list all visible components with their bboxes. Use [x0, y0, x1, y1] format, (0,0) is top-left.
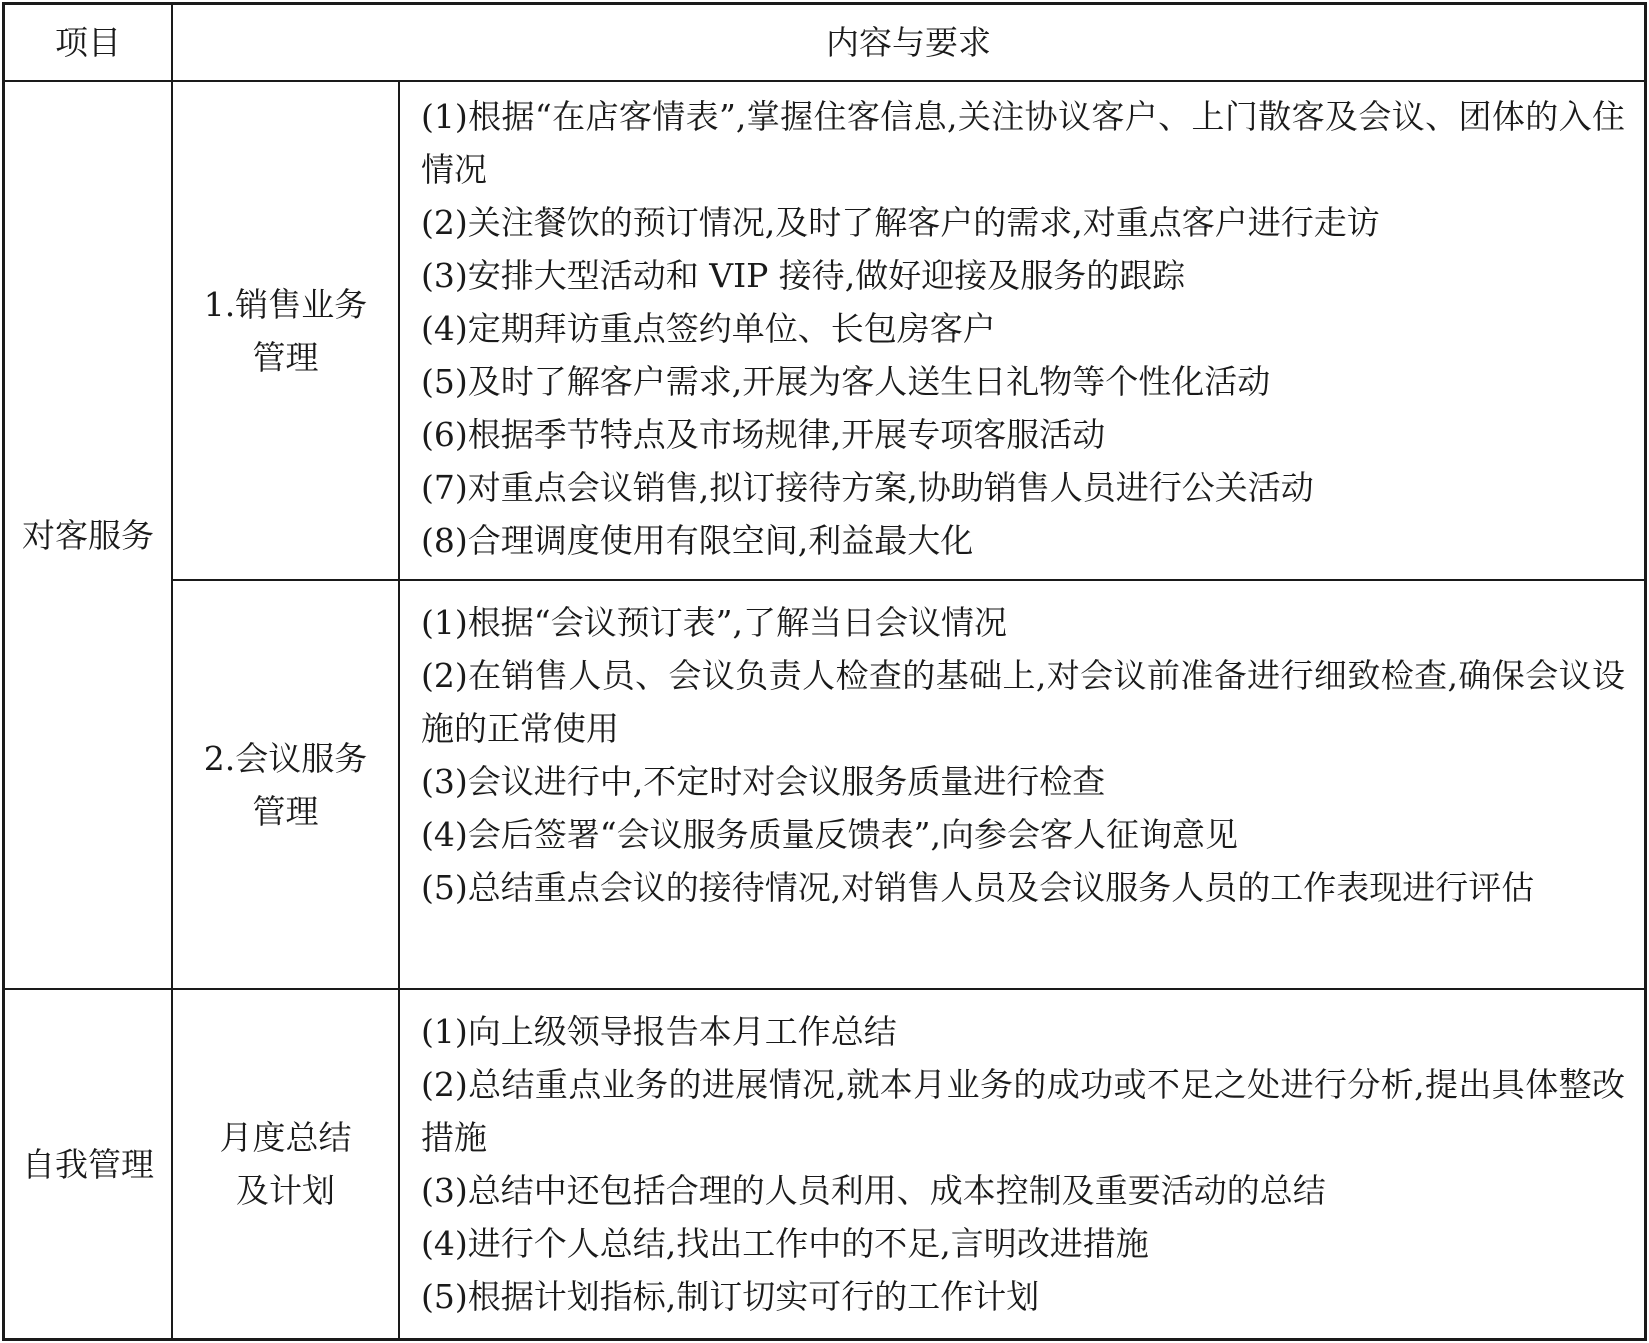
column-divider-2	[398, 80, 400, 1341]
requirement-item: (5)总结重点会议的接待情况,对销售人员及会议服务人员的工作表现进行评估	[421, 868, 1535, 907]
requirement-item: (7)对重点会议销售,拟订接待方案,协助销售人员进行公关活动	[421, 468, 1314, 507]
sub-item-cell	[173, 581, 398, 988]
category-label: 自我管理	[22, 1144, 154, 1184]
requirement-item: (2)关注餐饮的预订情况,及时了解客户的需求,对重点客户进行走访	[421, 203, 1380, 242]
category-cell	[5, 82, 171, 988]
header-cell-content	[173, 5, 1644, 80]
requirement-item: (4)定期拜访重点签约单位、长包房客户	[421, 309, 996, 348]
sub-item-cell	[173, 82, 398, 579]
content-cell-meeting	[421, 596, 1631, 914]
requirement-item: (6)根据季节特点及市场规律,开展专项客服活动	[421, 415, 1106, 454]
sub-item-cell	[173, 990, 398, 1338]
requirement-item: (5)根据计划指标,制订切实可行的工作计划	[421, 1277, 1040, 1316]
content-cell-monthly	[421, 1005, 1631, 1323]
header-item-label: 项目	[55, 23, 121, 62]
sub-item-label: 1.销售业务 管理	[203, 284, 368, 377]
requirement-item: (2)总结重点业务的进展情况,就本月业务的成功或不足之处进行分析,提出具体整改措施	[421, 1065, 1625, 1157]
requirement-item: (1)根据“在店客情表”,掌握住客信息,关注协议客户、上门散客及会议、团体的入住情况	[421, 97, 1625, 189]
requirement-item: (2)在销售人员、会议负责人检查的基础上,对会议前准备进行细致检查,确保会议设施的正常使用	[421, 656, 1625, 748]
sub-item-label: 2.会议服务 管理	[203, 738, 368, 831]
header-content-label: 内容与要求	[826, 23, 991, 62]
requirement-item: (3)会议进行中,不定时对会议服务质量进行检查	[421, 762, 1106, 801]
category-label: 对客服务	[22, 515, 154, 555]
requirement-item: (4)进行个人总结,找出工作中的不足,言明改进措施	[421, 1224, 1149, 1263]
category-cell	[5, 990, 171, 1338]
requirement-item: (5)及时了解客户需求,开展为客人送生日礼物等个性化活动	[421, 362, 1271, 401]
sub-item-label: 月度总结 及计划	[219, 1118, 352, 1210]
requirement-item: (1)根据“会议预订表”,了解当日会议情况	[421, 603, 1007, 642]
requirement-item: (4)会后签署“会议服务质量反馈表”,向参会客人征询意见	[421, 815, 1238, 854]
content-cell-sales	[421, 90, 1631, 567]
requirement-item: (8)合理调度使用有限空间,利益最大化	[421, 521, 974, 560]
requirement-item: (3)总结中还包括合理的人员利用、成本控制及重要活动的总结	[421, 1171, 1326, 1210]
requirement-item: (3)安排大型活动和 VIP 接待,做好迎接及服务的跟踪	[421, 256, 1186, 295]
header-cell-item	[5, 5, 171, 80]
requirement-item: (1)向上级领导报告本月工作总结	[421, 1012, 897, 1051]
